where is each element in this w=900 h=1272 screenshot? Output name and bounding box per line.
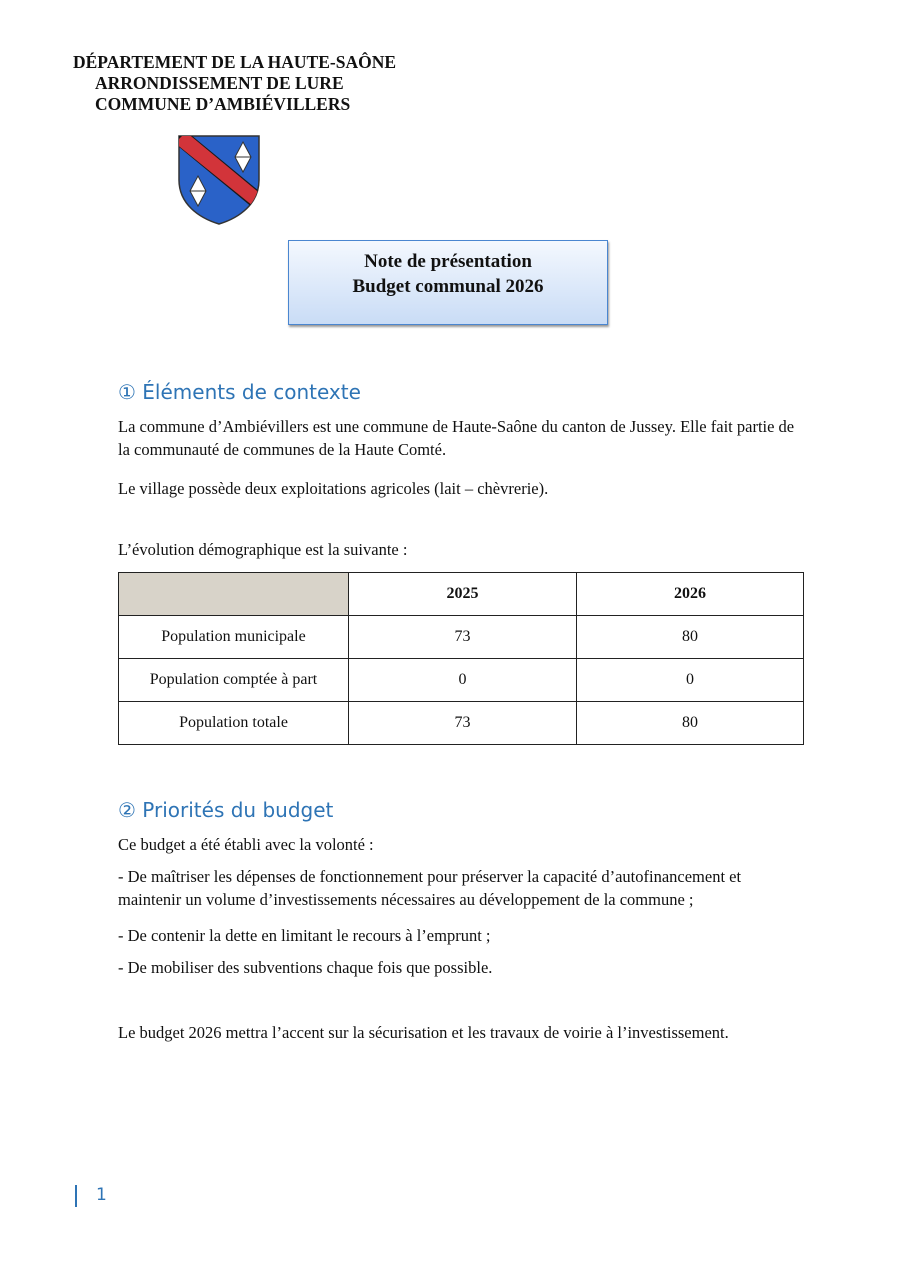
coat-of-arms-icon (177, 134, 261, 226)
header-commune: COMMUNE D’AMBIÉVILLERS (95, 94, 351, 114)
demography-intro: L’évolution démographique est la suivante : (118, 540, 408, 559)
table-row (119, 702, 804, 745)
priorities-intro: Ce budget a été établi avec la volonté : (118, 835, 374, 854)
section-heading-context: ① Éléments de contexte (118, 380, 361, 404)
table-header-empty (119, 573, 349, 616)
title-line-1: Note de présentation (364, 251, 532, 272)
cell-2026: 80 (577, 702, 804, 745)
page-number-bar (75, 1185, 77, 1207)
table-header-2025: 2025 (349, 573, 577, 616)
row-label: Population totale (119, 702, 349, 745)
cell-2026: 80 (577, 616, 804, 659)
title-line-2: Budget communal 2026 (352, 276, 544, 297)
context-paragraph-2: Le village possède deux exploitations agricoles (lait – chèvrerie). (118, 479, 549, 498)
title-box (288, 240, 608, 325)
section-heading-priorities: ② Priorités du budget (118, 798, 334, 822)
header-arrondissement: ARRONDISSEMENT DE LURE (95, 73, 344, 93)
cell-2025: 73 (349, 702, 577, 745)
demography-table (118, 572, 804, 745)
priority-item: - De mobiliser des subventions chaque fois que possible. (118, 958, 493, 977)
context-paragraph-1: La commune d’Ambiévillers est une commune de Haute-Saône du canton de Jussey. Elle fait partie de la communauté de communes de la Haute Comté. (118, 417, 795, 459)
row-label: Population comptée à part (119, 659, 349, 702)
cell-2025: 0 (349, 659, 577, 702)
cell-2025: 73 (349, 616, 577, 659)
page-number: 1 (96, 1185, 107, 1205)
table-row (119, 616, 804, 659)
priority-item: - De maîtriser les dépenses de fonctionnement pour préserver la capacité d’autofinancement et maintenir un volume d’investissements nécessaires au développement de la commune ; (118, 867, 742, 909)
header-department: DÉPARTEMENT DE LA HAUTE-SAÔNE (73, 52, 397, 72)
budget-conclusion: Le budget 2026 mettra l’accent sur la sécurisation et les travaux de voirie à l’investissement. (118, 1023, 729, 1042)
row-label: Population municipale (119, 616, 349, 659)
cell-2026: 0 (577, 659, 804, 702)
priority-item: - De contenir la dette en limitant le recours à l’emprunt ; (118, 926, 491, 945)
table-header-2026: 2026 (577, 573, 804, 616)
table-header-row (119, 573, 804, 616)
table-row (119, 659, 804, 702)
